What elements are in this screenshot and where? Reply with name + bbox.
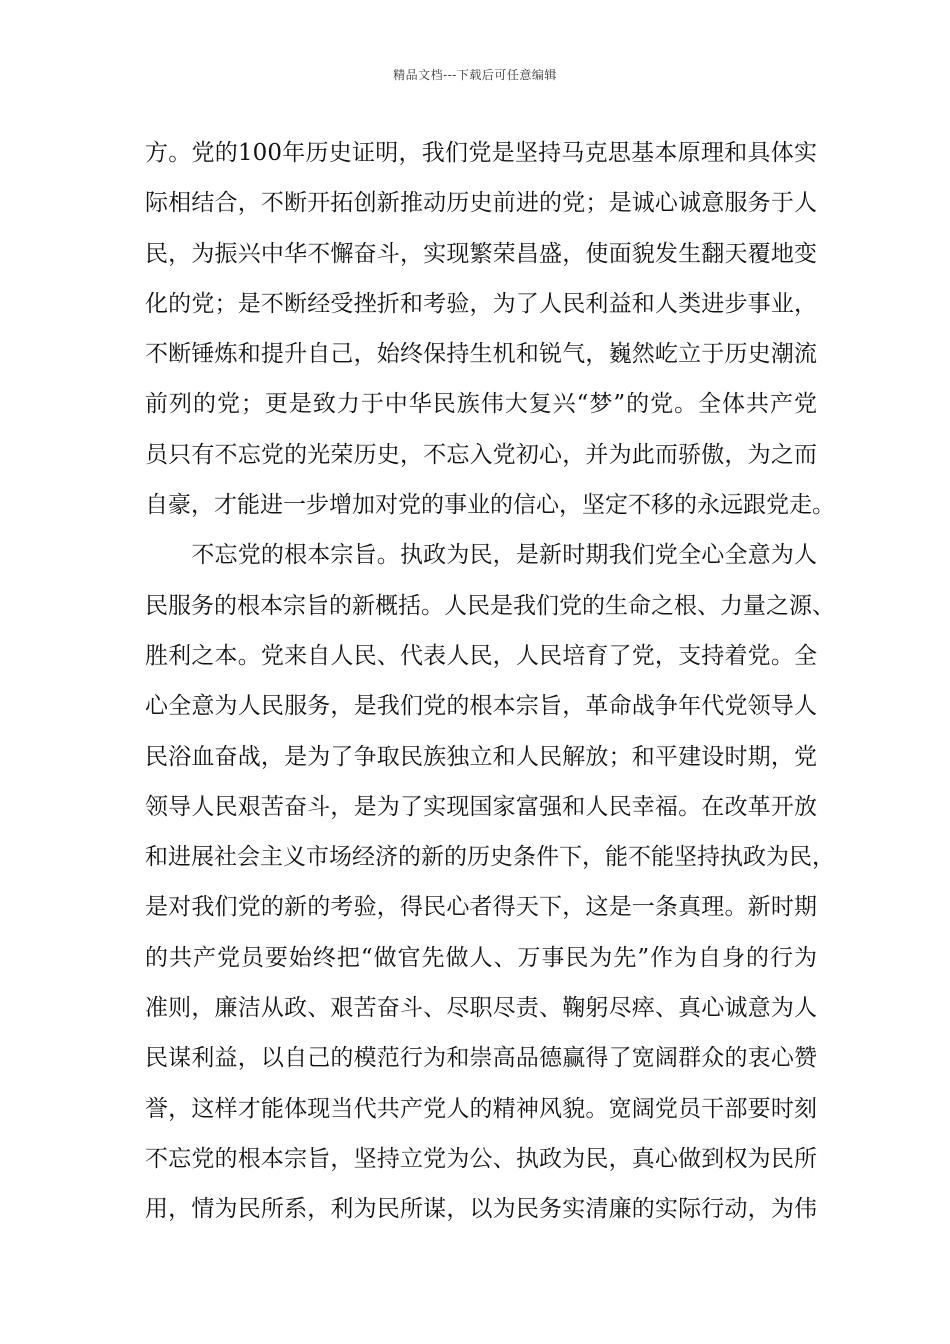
text-line: 自豪，才能进一步增加对党的事业的信心，坚定不移的永远跟党走。 bbox=[145, 492, 835, 519]
text-line: 用，情为民所系，利为民所谋，以为民务实清廉的实际行动，为伟 bbox=[145, 1196, 817, 1223]
text-line: 方。党的100年历史证明，我们党是坚持马克思基本原理和具体实 bbox=[145, 140, 817, 166]
text-line: 和进展社会主义市场经济的新的历史条件下，能不能坚持执政为民， bbox=[145, 844, 835, 871]
text-line: 准则，廉洁从政、艰苦奋斗、尽职尽责、鞠躬尽瘁、真心诚意为人 bbox=[145, 995, 817, 1022]
text-line: 前列的党；更是致力于中华民族伟大复兴“梦”的党。全体共产党 bbox=[145, 391, 817, 418]
text-line: 胜利之本。党来自人民、代表人民，人民培育了党，支持着党。全 bbox=[145, 642, 817, 669]
text-line: 誉，这样才能体现当代共产党人的精神风貌。宽阔党员干部要时刻 bbox=[145, 1095, 817, 1122]
text-line: 不断锤炼和提升自己，始终保持生机和锐气，巍然屹立于历史潮流 bbox=[145, 341, 817, 368]
text-line: 际相结合，不断开拓创新推动历史前进的党；是诚心诚意服务于人 bbox=[145, 190, 817, 217]
text-line: 领导人民艰苦奋斗，是为了实现国家富强和人民幸福。在改革开放 bbox=[145, 793, 817, 820]
text-line: 心全意为人民服务，是我们党的根本宗旨，革命战争年代党领导人 bbox=[145, 693, 817, 720]
text-line: 民服务的根本宗旨的新概括。人民是我们党的生命之根、力量之源、 bbox=[145, 592, 835, 619]
text-line: 民浴血奋战，是为了争取民族独立和人民解放；和平建设时期，党 bbox=[145, 743, 817, 770]
text-line: 不忘党的根本宗旨。执政为民，是新时期我们党全心全意为人 bbox=[145, 542, 817, 569]
text-line: 民谋利益，以自己的模范行为和崇高品德赢得了宽阔群众的衷心赞 bbox=[145, 1045, 817, 1072]
text-line: 化的党；是不断经受挫折和考验，为了人民利益和人类进步事业， bbox=[145, 290, 817, 317]
text-line: 民，为振兴中华不懈奋斗，实现繁荣昌盛，使面貌发生翻天覆地变 bbox=[145, 240, 817, 267]
text-line: 员只有不忘党的光荣历史，不忘入党初心，并为此而骄傲，为之而 bbox=[145, 441, 817, 468]
text-line: 的共产党员要始终把“做官先做人、万事民为先”作为自身的行为 bbox=[145, 944, 817, 971]
text-line: 不忘党的根本宗旨，坚持立党为公、执政为民，真心做到权为民所 bbox=[145, 1145, 817, 1172]
page-header: 精品文档---下载后可任意编辑 bbox=[393, 68, 557, 82]
document-body bbox=[145, 128, 835, 1235]
text-line: 是对我们党的新的考验，得民心者得天下，这是一条真理。新时期 bbox=[145, 894, 817, 921]
